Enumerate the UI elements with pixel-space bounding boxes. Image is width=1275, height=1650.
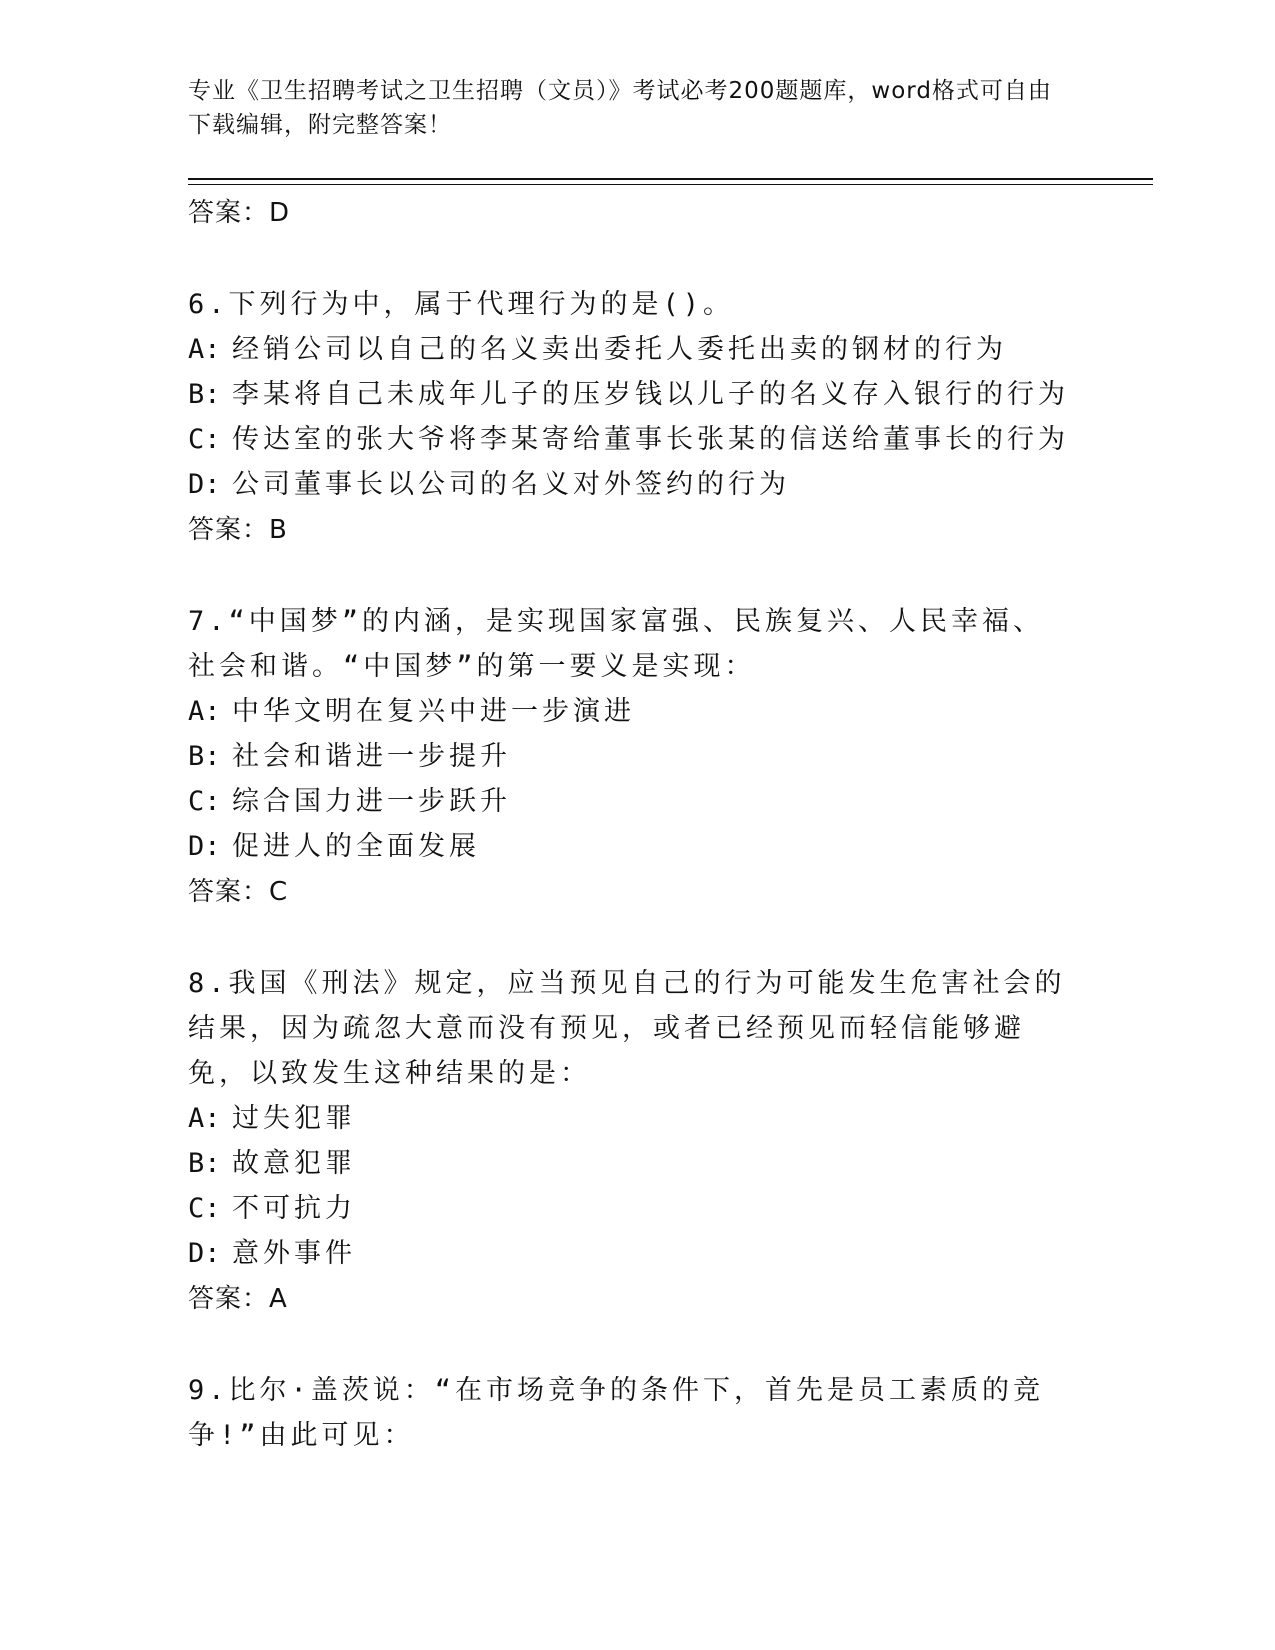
option-letter: A: [188, 696, 221, 727]
answer-q7: 答案：C [188, 877, 289, 907]
option-d [188, 462, 1068, 507]
option-letter: C: [188, 424, 221, 455]
option-text: 中华文明在复兴中进一步演进 [232, 696, 635, 727]
answer-q8: 答案：A [188, 1284, 288, 1314]
option-text: 促进人的全面发展 [232, 831, 480, 862]
option-text: 公司董事长以公司的名义对外签约的行为 [232, 469, 790, 500]
question-list [188, 190, 1068, 1458]
option-letter: A: [188, 1103, 221, 1134]
question-6 [188, 282, 1068, 553]
option-letter: B: [188, 1148, 221, 1179]
question-8 [188, 961, 1068, 1322]
option-letter: C: [188, 1193, 221, 1224]
header-rule-thick [188, 178, 1153, 180]
option-b [188, 372, 1068, 417]
option-a [188, 689, 1068, 734]
option-text: 不可抗力 [232, 1193, 356, 1224]
option-letter: B: [188, 741, 221, 772]
option-d [188, 1231, 1068, 1276]
option-text: 综合国力进一步跃升 [232, 786, 511, 817]
answer-q5: 答案：D [188, 198, 291, 228]
option-a [188, 327, 1068, 372]
question-9 [188, 1368, 1068, 1458]
question-stem: 8.我国《刑法》规定，应当预见自己的行为可能发生危害社会的结果，因为疏忽大意而没有预见，或者已经预见而轻信能够避免，以致发生这种结果的是： [188, 968, 1066, 1089]
question-7 [188, 599, 1068, 915]
header-rule-thin [188, 184, 1153, 185]
option-b [188, 734, 1068, 779]
option-c [188, 417, 1068, 462]
option-d [188, 824, 1068, 869]
option-text: 经销公司以自己的名义卖出委托人委托出卖的钢材的行为 [232, 334, 1007, 365]
document-header: 专业《卫生招聘考试之卫生招聘（文员）》考试必考200题题库，word格式可自由下载编辑，附完整答案！ [188, 78, 1052, 138]
option-b [188, 1141, 1068, 1186]
question-stem: 9.比尔·盖茨说：“在市场竞争的条件下，首先是员工素质的竞争!”由此可见： [188, 1375, 1045, 1451]
option-a [188, 1096, 1068, 1141]
option-letter: B: [188, 379, 221, 410]
option-letter: A: [188, 334, 221, 365]
option-text: 社会和谐进一步提升 [232, 741, 511, 772]
option-letter: D: [188, 469, 221, 500]
option-text: 过失犯罪 [232, 1103, 356, 1134]
question-stem: 6.下列行为中，属于代理行为的是()。 [188, 289, 735, 320]
question-stem: 7.“中国梦”的内涵，是实现国家富强、民族复兴、人民幸福、社会和谐。“中国梦”的第一要义是实现： [188, 606, 1045, 682]
option-letter: D: [188, 1238, 221, 1269]
option-c [188, 1186, 1068, 1231]
option-c [188, 779, 1068, 824]
option-text: 意外事件 [232, 1238, 356, 1269]
answer-q6: 答案：B [188, 515, 288, 545]
option-letter: D: [188, 831, 221, 862]
option-letter: C: [188, 786, 221, 817]
option-text: 故意犯罪 [232, 1148, 356, 1179]
option-text: 李某将自己未成年儿子的压岁钱以儿子的名义存入银行的行为 [232, 379, 1069, 410]
option-text: 传达室的张大爷将李某寄给董事长张某的信送给董事长的行为 [232, 424, 1069, 455]
